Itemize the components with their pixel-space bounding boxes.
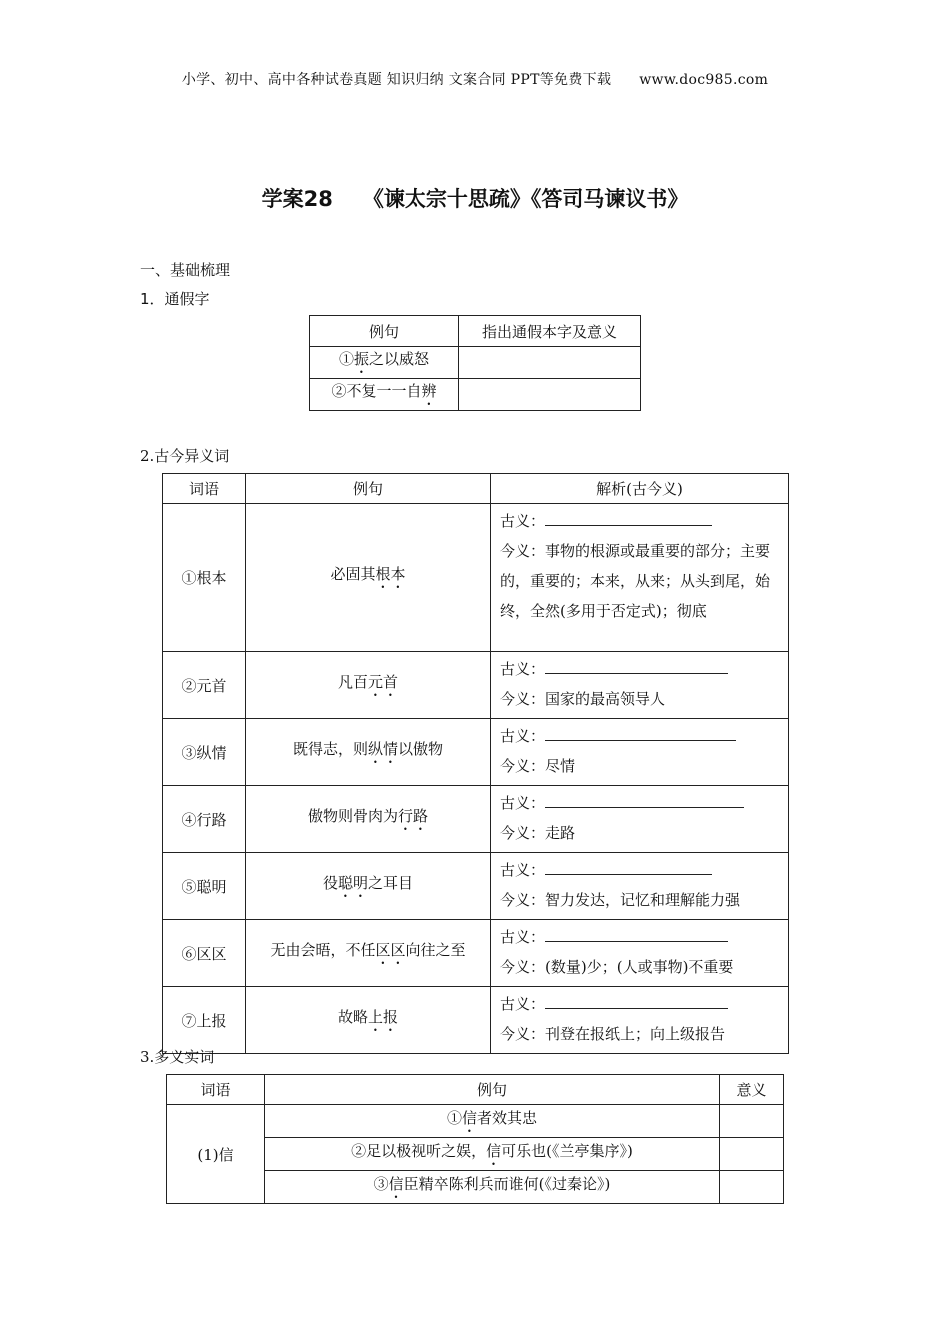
table-row (163, 504, 789, 652)
gujin-header-analysis: 解析(古今义) (491, 474, 789, 504)
gujin-word: ⑤聪明 (163, 853, 246, 920)
modern-meaning: 尽情 (545, 757, 576, 775)
banner-site: www.doc985.com (639, 72, 769, 88)
gujin-table (162, 473, 789, 1054)
modern-meaning: 刊登在报纸上；向上级报告 (545, 1025, 726, 1043)
section-heading-tongjia: 1．通假字 (140, 290, 210, 308)
table-row (310, 379, 641, 411)
duoyi-table (166, 1074, 784, 1204)
table-row (163, 853, 789, 920)
duoyi-header-meaning: 意义 (720, 1075, 784, 1105)
ancient-answer-blank[interactable] (545, 658, 728, 674)
gujin-word: ⑦上报 (163, 987, 246, 1054)
table-row (163, 920, 789, 987)
tongjia-answer-cell[interactable] (459, 347, 641, 379)
gujin-header-example: 例句 (246, 474, 491, 504)
gujin-analysis: 古义： 今义：国家的最高领导人 (491, 652, 789, 719)
ancient-answer-blank[interactable] (545, 792, 744, 808)
gujin-example: 既得志，则纵情以傲物 (246, 719, 491, 786)
section-heading-basics: 一、基础梳理 (140, 261, 231, 279)
gujin-word: ⑥区区 (163, 920, 246, 987)
gujin-header-word: 词语 (163, 474, 246, 504)
duoyi-answer-cell[interactable] (720, 1138, 784, 1171)
table-row (163, 786, 789, 853)
table-row (163, 987, 789, 1054)
ancient-answer-blank[interactable] (545, 510, 712, 526)
lesson-number: 学案28 (261, 187, 333, 211)
gujin-analysis: 古义： 今义：智力发达，记忆和理解能力强 (491, 853, 789, 920)
table-row (167, 1105, 784, 1138)
gujin-example: 役聪明之耳目 (246, 853, 491, 920)
modern-meaning: 国家的最高领导人 (545, 690, 666, 708)
page-title (0, 183, 950, 213)
table-row (163, 719, 789, 786)
duoyi-answer-cell[interactable] (720, 1171, 784, 1204)
gujin-example: 故略上报 (246, 987, 491, 1054)
gujin-analysis: 古义： 今义：事物的根源或最重要的部分；主要的，重要的；本来，从来；从头到尾，始终，全然(多用于否定式)；彻底 (491, 504, 789, 652)
gujin-example: 无由会晤，不任区区向往之至 (246, 920, 491, 987)
gujin-analysis: 古义： 今义：尽情 (491, 719, 789, 786)
banner-text: 小学、初中、高中各种试卷真题 知识归纳 文案合同 PPT等免费下载 (181, 72, 612, 88)
emphasized-char: 辨 (421, 382, 437, 400)
emphasized-char: 振 (353, 350, 369, 368)
tongjia-example-cell: ②不复一一自辨 (310, 379, 459, 411)
duoyi-example: ①信者效其忠 (265, 1105, 720, 1138)
gujin-word: ③纵情 (163, 719, 246, 786)
tongjia-answer-cell[interactable] (459, 379, 641, 411)
lesson-works: 《谏太宗十思疏》《答司马谏议书》 (362, 187, 689, 211)
ancient-answer-blank[interactable] (545, 725, 736, 741)
duoyi-example: ③信臣精卒陈利兵而谁何(《过秦论》) (265, 1171, 720, 1204)
tongjia-header-meaning: 指出通假本字及意义 (459, 316, 641, 347)
gujin-analysis: 古义： 今义：刊登在报纸上；向上级报告 (491, 987, 789, 1054)
duoyi-example: ②足以极视听之娱，信可乐也(《兰亭集序》) (265, 1138, 720, 1171)
gujin-word: ①根本 (163, 504, 246, 652)
gujin-example: 傲物则骨肉为行路 (246, 786, 491, 853)
gujin-example: 必固其根本 (246, 504, 491, 652)
modern-meaning: 智力发达，记忆和理解能力强 (545, 891, 741, 909)
ancient-answer-blank[interactable] (545, 926, 728, 942)
duoyi-header-example: 例句 (265, 1075, 720, 1105)
ancient-answer-blank[interactable] (545, 993, 728, 1009)
tongjia-example-cell: ①振之以威怒 (310, 347, 459, 379)
tongjia-header-example: 例句 (310, 316, 459, 347)
modern-meaning: 事物的根源或最重要的部分；主要的，重要的；本来，从来；从头到尾，始终，全然(多用于否定式)；彻底 (500, 542, 771, 620)
duoyi-header-word: 词语 (167, 1075, 265, 1105)
table-row (163, 652, 789, 719)
gujin-analysis: 古义： 今义：(数量)少；(人或事物)不重要 (491, 920, 789, 987)
gujin-word: ②元首 (163, 652, 246, 719)
ancient-answer-blank[interactable] (545, 859, 712, 875)
page-header-banner (0, 69, 950, 89)
duoyi-word: (1)信 (167, 1105, 265, 1204)
modern-meaning: (数量)少；(人或事物)不重要 (545, 958, 734, 976)
tongjia-table (309, 315, 641, 411)
gujin-analysis: 古义： 今义：走路 (491, 786, 789, 853)
table-row (310, 347, 641, 379)
gujin-example: 凡百元首 (246, 652, 491, 719)
modern-meaning: 走路 (545, 824, 576, 842)
duoyi-answer-cell[interactable] (720, 1105, 784, 1138)
section-heading-duoyi: 3.多义实词 (140, 1048, 215, 1066)
gujin-word: ④行路 (163, 786, 246, 853)
section-heading-gujin: 2.古今异义词 (140, 447, 230, 465)
